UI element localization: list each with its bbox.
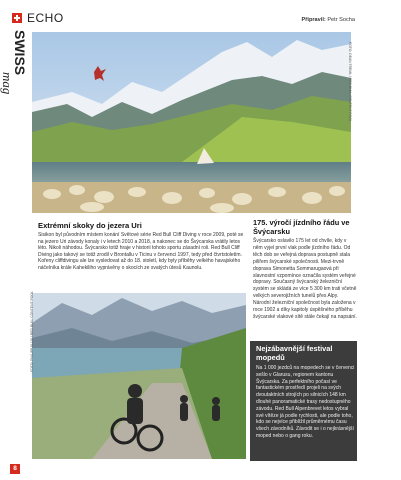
article-body-timetable: Švýcarsko oslavilo 175 let od chvíle, kdy v něm vyjel první vlak podle jízdního řádu. Od těch dob se veřejná doprava postupně stala pilířem švýcarské společnosti. Mezi-trvně doprava Simonetta Sommarugaová při slavnostní vzpomínce označila systém veřejné dopravy. Současný švýcarský železniční systém se skládá ze více 5 300 km trati včetně velkých severojižních tunelů přes Alpy. Národní železniční společnost byla založena v roce 1902 a díky kapitoly úspěšného příběhu švýcarské vlakové sítě stále čekají na napsání. <box>253 238 357 320</box>
article-title-cliff-diving: Extrémní skoky do jezera Uri <box>38 221 142 230</box>
section-title: ECHO <box>27 11 64 25</box>
box-body-moped-festival: Na 1 000 jezdců na mopedech se v červenci sešlo v Glarusu, regionem kantonu Švýcarska. Za perfektního počasí ve fantastickém prostředí projeli na svých dvoutaktních strojích po silnicích 148 km dlouhé panoramatické trasy nedostupného závodu. Red Bull Alpenbrevet letos vybral své vítěze já podle rychlosti, ale podle toho, kdo se nejvíce přiblížil průměrnému času všech závodníků. Závodit se i o nejkrásnější moped nebo o gang roku. <box>256 365 355 439</box>
swiss-flag-icon <box>12 13 22 23</box>
page-number: 8 <box>10 464 20 474</box>
photo-credit-top: FOTO: DEAN TREML / RED BULL CONTENT POOL <box>348 42 352 122</box>
byline <box>302 17 356 23</box>
logo-swiss: SWISS <box>12 30 28 76</box>
photo-credit-mid: FOTO: PHILIPP KLÜS / RED BULL CONTENT POOL <box>30 291 34 372</box>
article-title-timetable: 175. výročí jízdního řádu ve Švýcarsku <box>253 218 350 236</box>
swissmag-logo <box>0 30 28 100</box>
byline-label: Připravil: <box>301 17 326 23</box>
logo-mag: mag <box>0 72 15 95</box>
box-title-moped-festival: Nejzábavnější festival mopedů <box>256 344 333 362</box>
cliff-diving-photo <box>32 32 351 213</box>
moped-festival-photo <box>32 293 246 459</box>
byline-author: Petr Socha <box>327 17 355 23</box>
article-body-cliff-diving: Sisikon byl původním místem konání Světové série Red Bull Cliff Diving v roce 2009, poté se na jezero Uri závody konaly i v letech 2010 a 2018, a nakonec se do Švýcarska vrátily letos léto. Nikoli náhodou. Švýcarsko totiž hraje v historii tohoto sportu zásadní roli. Red Bull Cliff Diving jako takový se totiž zrodil v Brontallu v Ticinu v červenci 1997, tedy před čtvrtstoletím. Kořeny cliffdivingu ale lze vysledovat až do 18. století, kdy byly příběhy velkého havajského náčelníka krále Kahekiliho vyprávěny o skocích ze svatých útesů Kaunolu. <box>38 232 244 271</box>
